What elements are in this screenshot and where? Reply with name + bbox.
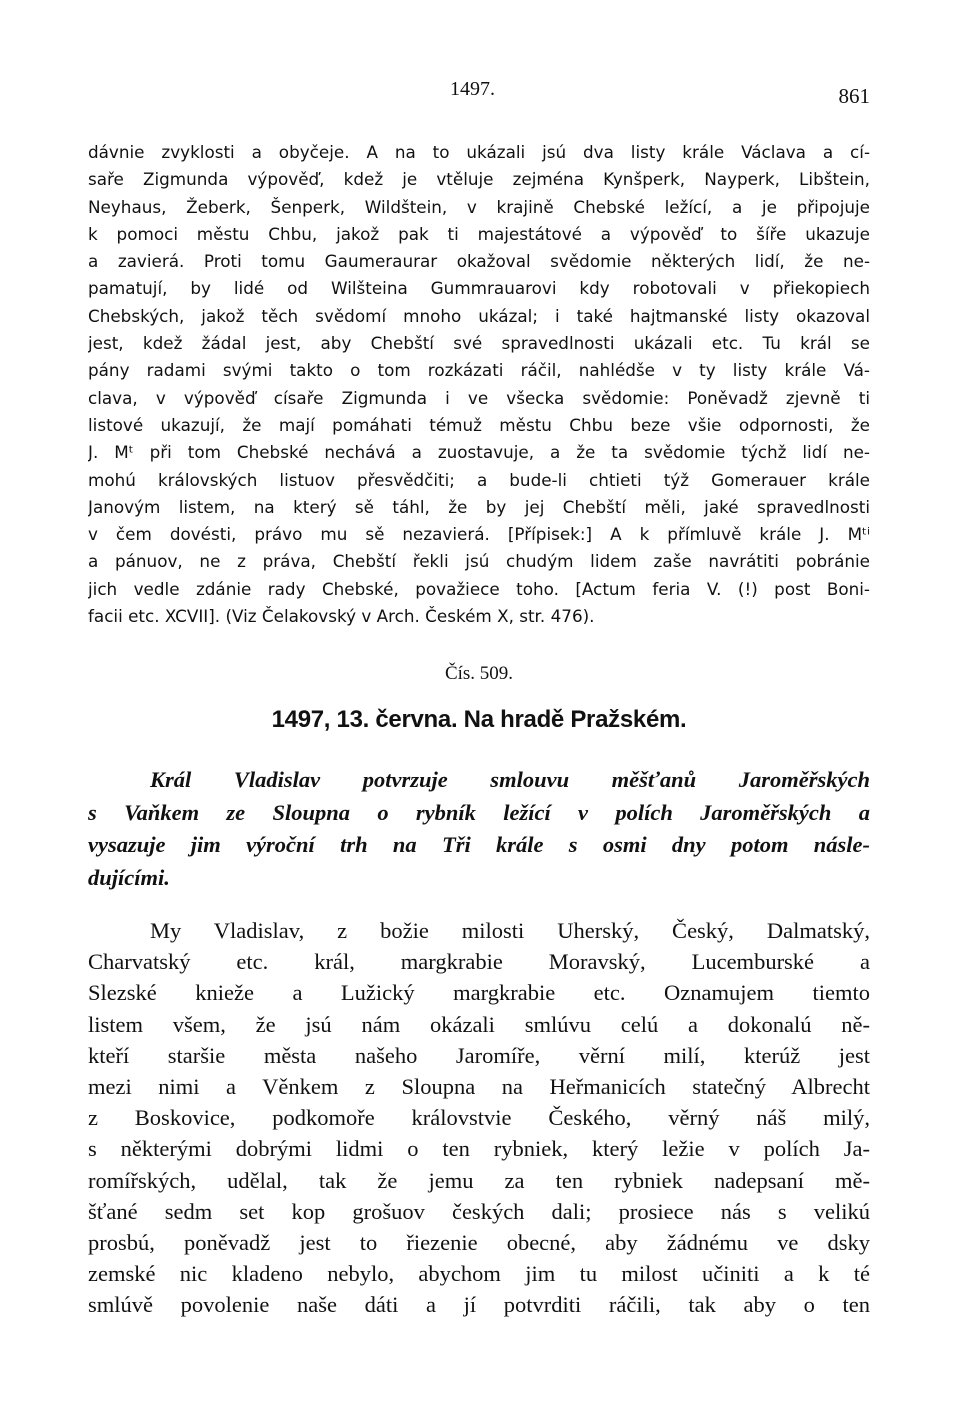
text-line: a zavierá. Proti tomu Gaumeraurar okažoval svědomie některých lidí, že ne- xyxy=(88,251,870,272)
text-line: clava, v výpověď císaře Zigmunda i ve všecka svědomie: Poněvadž zjevně ti xyxy=(88,387,870,408)
text-line: zemské nic kladeno nebylo, abychom jim tu milost učiniti a k té xyxy=(88,1261,870,1287)
text-line: prosbú, poněvadž jest to řiezenie obecné, aby žádnému ve dsky xyxy=(88,1229,870,1255)
running-head-year: 1497. xyxy=(450,78,495,100)
text-line: jich vedle zdánie rady Chebské, považiece toho. [Actum feria V. (!) post Boni- xyxy=(88,578,870,599)
regest-line: vysazuje jim výroční trh na Tři krále s osmi dny potom násle- xyxy=(88,832,870,857)
previous-document-continuation xyxy=(88,139,870,630)
document-regest xyxy=(88,764,870,894)
page-header xyxy=(88,78,870,108)
text-line: smlúvě povolenie naše dáti a jí potvrditi ráčili, tak aby o ten xyxy=(88,1292,870,1318)
text-line: Slezské knieže a Lužický margkrabie etc. Oznamujem tiemto xyxy=(88,980,870,1006)
text-line: dávnie zvyklosti a obyčeje. A na to ukázali jsú dva listy krále Václava a cí- xyxy=(88,142,870,162)
regest-line: dujícími. xyxy=(88,864,170,890)
text-line: z Boskovice, podkomoře královstvie Českého, věrný náš milý, xyxy=(88,1105,870,1131)
text-line: v čem dovésti, právo mu sě nezavierá. [Přípisek:] A k přímluvě krále J. Mᵗⁱ xyxy=(88,524,870,545)
text-line: My Vladislav, z božie milosti Uherský, Český, Dalmatský, xyxy=(150,918,870,943)
text-line: saře Zigmunda výpověď, kdež je vtěluje zejména Kynšperk, Nayperk, Libštein, xyxy=(88,169,870,190)
text-line: kteří staršie města našeho Jaromíře, věrní milí, kterúž jest xyxy=(88,1042,870,1068)
text-line: s některými dobrými lidmi o ten rybniek, který ležie v polích Ja- xyxy=(88,1136,870,1162)
document-text xyxy=(88,915,870,1320)
text-line: facii etc. XCVII]. (Viz Čelakovský v Arch. Českém X, str. 476). xyxy=(88,606,595,627)
regest-line: Král Vladislav potvrzuje smlouvu měšťanů Jaroměřských xyxy=(150,767,870,792)
text-line: k pomoci městu Chbu, jakož pak ti majestátové a výpověď to šíře ukazuje xyxy=(88,223,870,244)
text-line: a pánuov, ne z práva, Chebští řekli jsú chudým lidem zaše navrátiti pobránie xyxy=(88,551,870,572)
text-line: Charvatský etc. král, margkrabie Moravský, Lucemburské a xyxy=(88,949,870,975)
text-line: šťané sedm set kop grošuov českých dali; prosiece nás s velikú xyxy=(88,1198,870,1224)
text-line: mohú královských listuov přesvědčiti; a bude-li chtieti týž Gomerauer krále xyxy=(88,469,870,490)
text-line: Chebských, jakož těch svědomí mnoho ukázal; i také hajtmanské listy okazoval xyxy=(88,305,870,326)
text-line: mezi nimi a Věnkem z Sloupna na Heřmanicích statečný Albrecht xyxy=(88,1073,870,1099)
document-dateline: 1497, 13. června. Na hradě Pražském. xyxy=(271,706,687,733)
text-line: listové ukazují, že mají pomáhati témuž městu Chbu beze všie odpornosti, že xyxy=(88,414,870,435)
text-line: Janovým listem, na který sě táhl, že by jej Chebští měli, jaké spravedlnosti xyxy=(88,496,870,517)
text-line: romířských, udělal, tak že jemu za ten rybniek nadepsaní mě- xyxy=(88,1167,870,1193)
page-number: 861 xyxy=(838,84,870,108)
book-page xyxy=(88,0,870,1405)
text-line: pány radami svými takto o tom rozkázati ráčil, nahlédše v ty listy krále Vá- xyxy=(88,360,870,381)
text-line: jest, kdež žádal jest, aby Chebští své spravedlnosti ukázali etc. Tu král se xyxy=(88,333,870,354)
text-line: pamatují, by lidé od Wilšteina Gummrauarovi kdy robotovali v přiekopiech xyxy=(88,278,870,299)
text-line: Neyhaus, Žeberk, Šenperk, Wildštein, v krajině Chebské ležící, a je připojuje xyxy=(88,196,870,217)
regest-line: s Vaňkem ze Sloupna o rybník ležící v polích Jaroměřských a xyxy=(88,799,870,825)
document-number: Čís. 509. xyxy=(444,663,514,684)
text-line: listem všem, že jsú nám okázali smlúvu celú a dokonalú ně- xyxy=(88,1011,870,1037)
text-line: J. Mᵗ při tom Chebské nechává a zuostavuje, a že ta svědomie týchž lidí ne- xyxy=(88,442,870,463)
